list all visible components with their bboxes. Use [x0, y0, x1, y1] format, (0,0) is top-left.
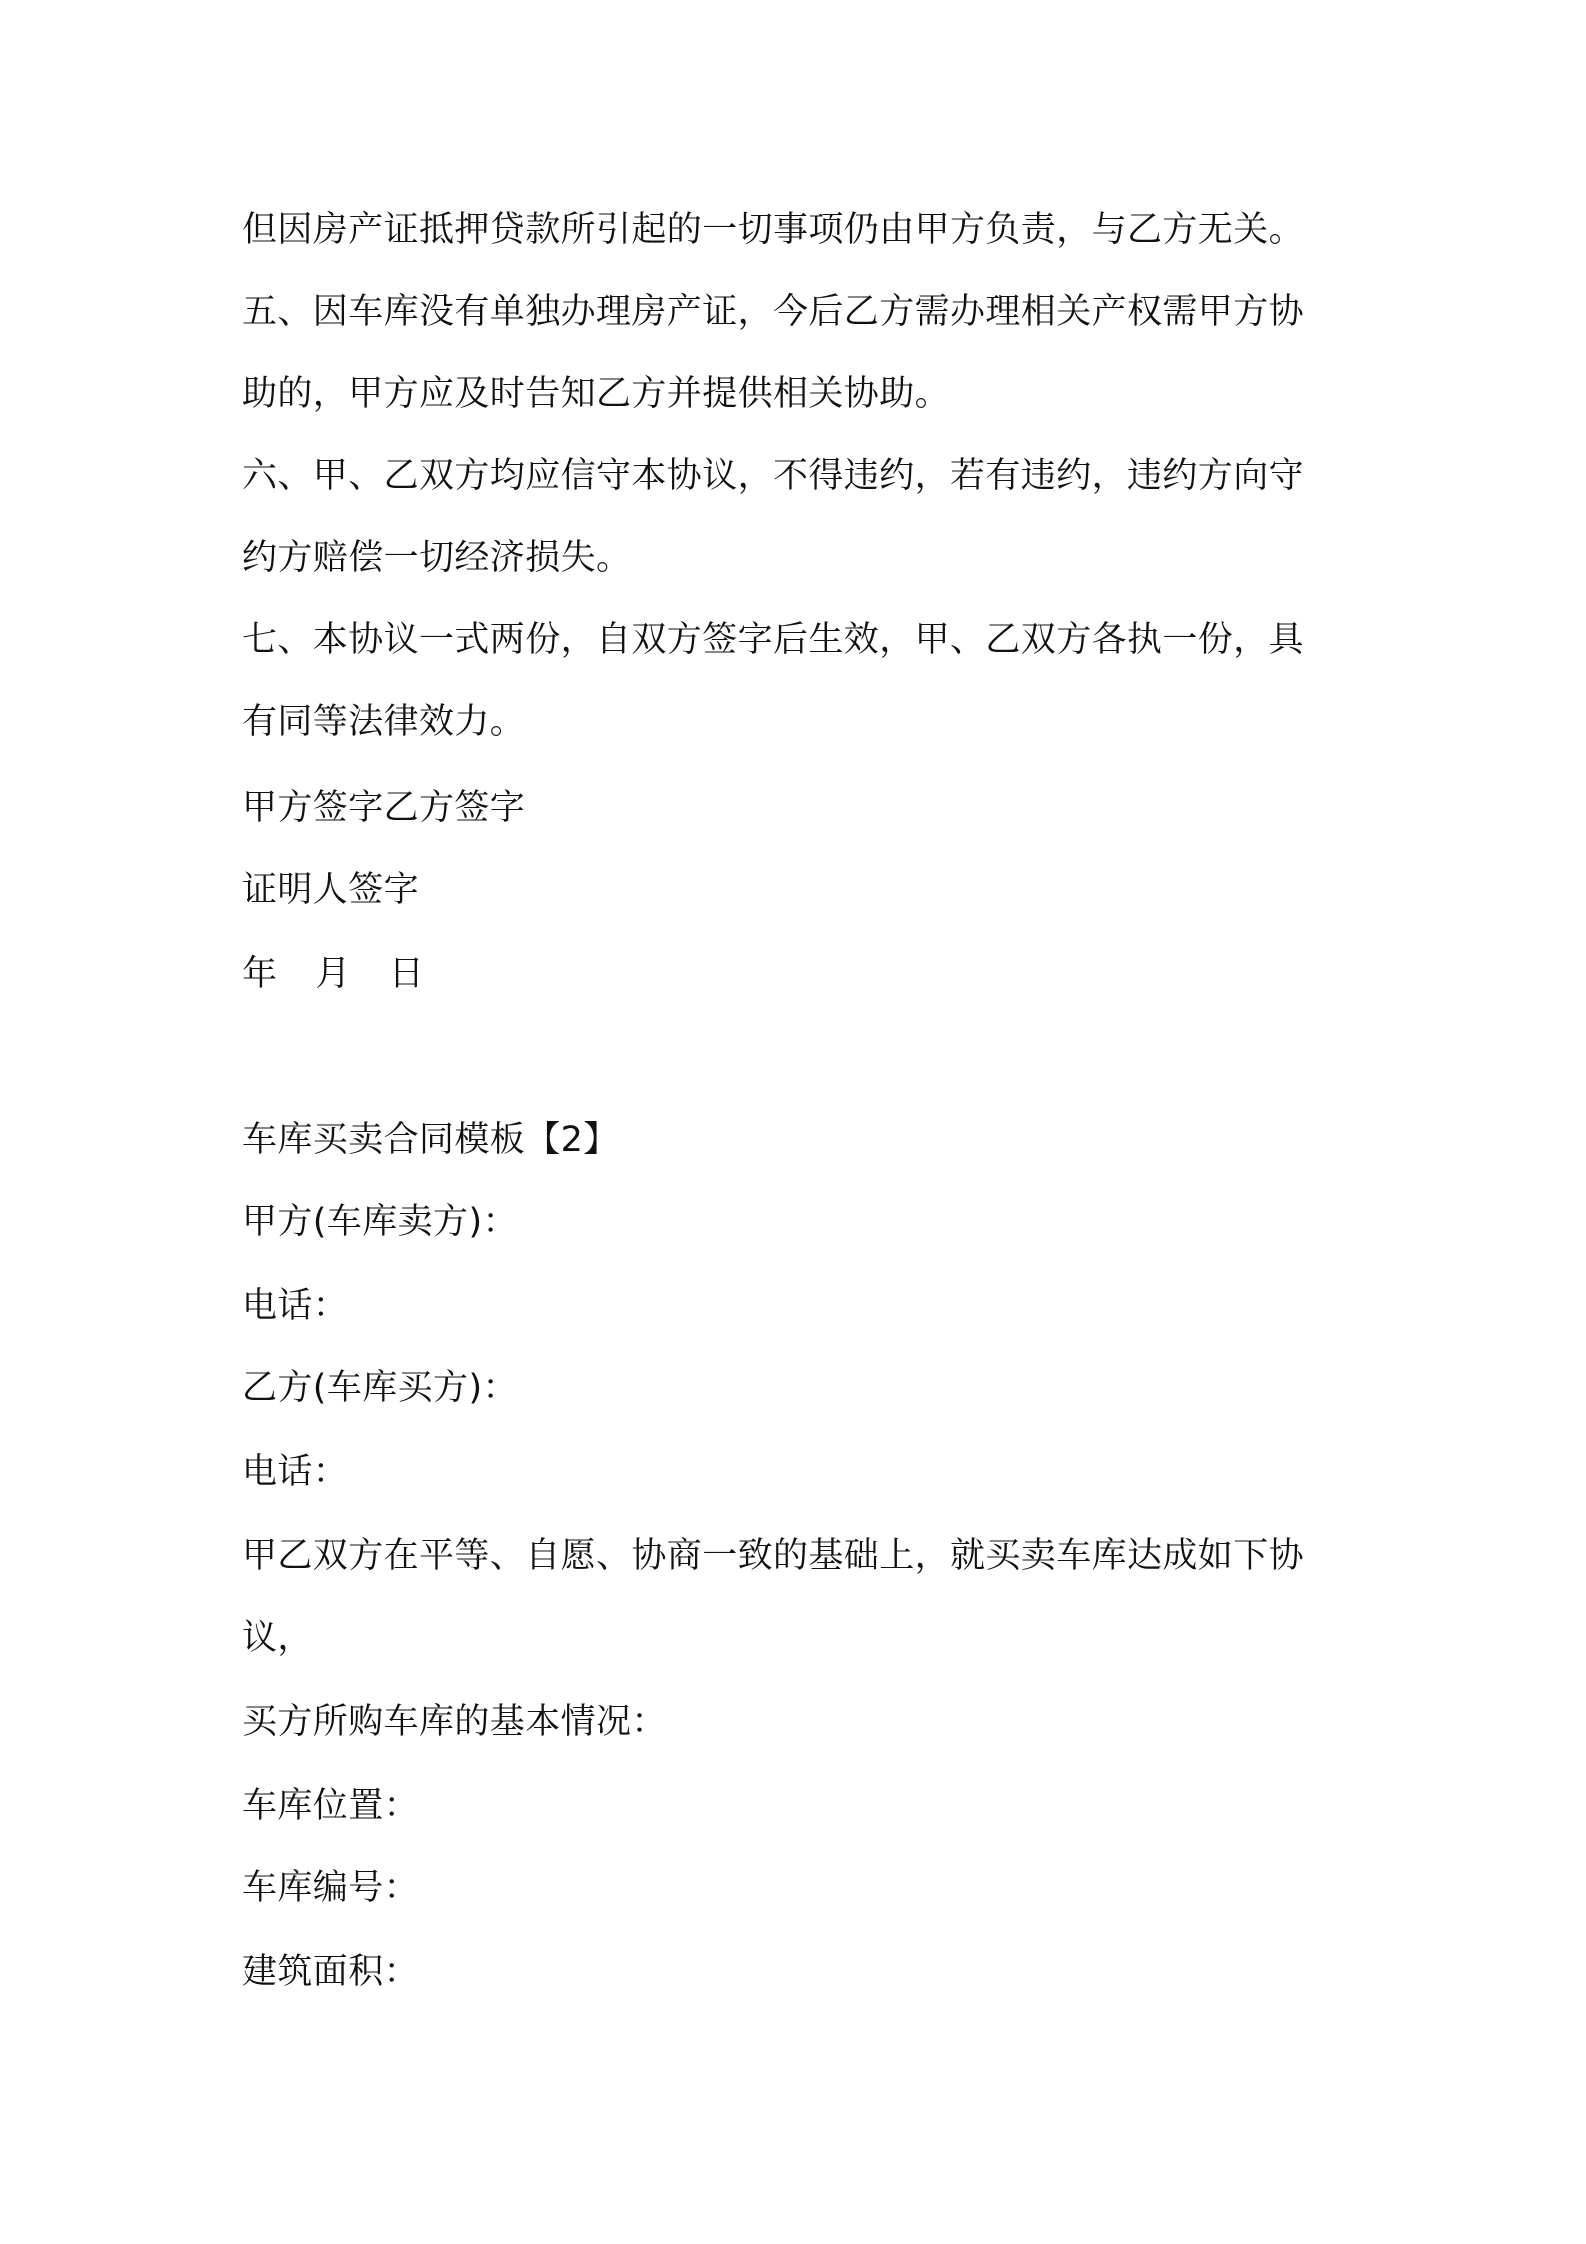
party-a-phone: 电话： [242, 1286, 349, 1326]
contract-template-title: 车库买卖合同模板【2】 [242, 1120, 619, 1160]
signature-parties-line: 甲方签字乙方签字 [242, 788, 526, 828]
date-line [242, 952, 424, 996]
garage-basic-info-heading: 买方所购车库的基本情况： [242, 1702, 667, 1742]
agreement-intro-line-2: 议， [242, 1618, 313, 1658]
garage-location-field: 车库位置： [242, 1786, 420, 1826]
clause-five-line-1: 五、因车库没有单独办理房产证，今后乙方需办理相关产权需甲方协 [242, 292, 1305, 332]
clause-six-line-1: 六、甲、乙双方均应信守本协议，不得违约，若有违约，违约方向守 [242, 456, 1305, 496]
clause-six-line-2: 约方赔偿一切经济损失。 [242, 538, 632, 578]
party-b-phone: 电话： [242, 1452, 349, 1492]
party-b-buyer: 乙方(车库买方)： [242, 1368, 518, 1408]
clause-seven-line-1: 七、本协议一式两份，自双方签字后生效，甲、乙双方各执一份，具 [242, 620, 1305, 660]
clause-seven-line-2: 有同等法律效力。 [242, 702, 526, 742]
date-year: 年 [242, 954, 278, 994]
witness-signature-line: 证明人签字 [242, 870, 420, 910]
paragraph-line: 但因房产证抵押贷款所引起的一切事项仍由甲方负责，与乙方无关。 [242, 210, 1305, 250]
party-a-seller: 甲方(车库卖方)： [242, 1202, 518, 1242]
date-month: 月 [315, 954, 351, 994]
building-area-field: 建筑面积： [242, 1952, 420, 1992]
clause-five-line-2: 助的，甲方应及时告知乙方并提供相关协助。 [242, 374, 951, 414]
date-day: 日 [388, 954, 425, 994]
agreement-intro-line-1: 甲乙双方在平等、自愿、协商一致的基础上，就买卖车库达成如下协 [242, 1536, 1305, 1576]
garage-number-field: 车库编号： [242, 1868, 420, 1908]
